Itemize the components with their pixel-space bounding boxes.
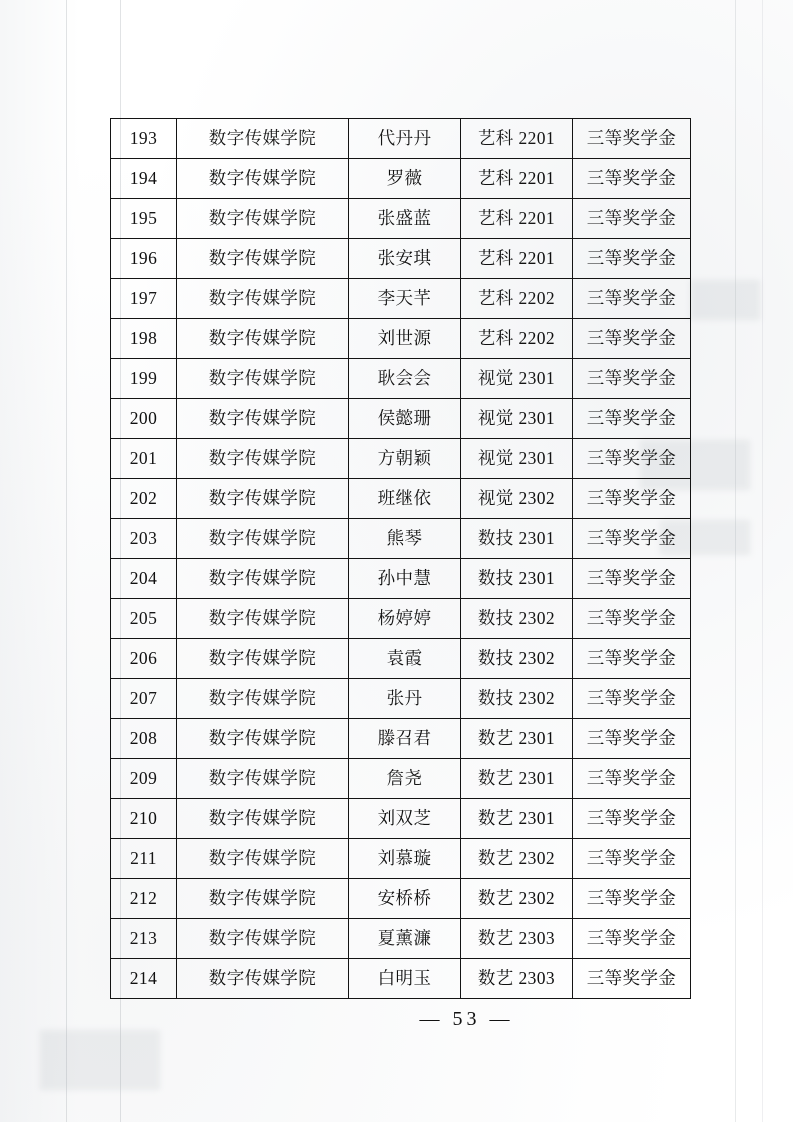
table-row xyxy=(111,319,691,359)
cell-award: 三等奖学金 xyxy=(573,399,691,439)
cell-no: 203 xyxy=(111,519,177,559)
cell-award: 三等奖学金 xyxy=(573,919,691,959)
cell-class: 数技 2301 xyxy=(461,559,573,599)
cell-name: 安桥桥 xyxy=(349,879,461,919)
cell-name: 白明玉 xyxy=(349,959,461,999)
cell-class: 视觉 2301 xyxy=(461,359,573,399)
scan-fold-line xyxy=(66,0,67,1122)
cell-no: 200 xyxy=(111,399,177,439)
table-row xyxy=(111,879,691,919)
cell-award: 三等奖学金 xyxy=(573,959,691,999)
cell-name: 熊琴 xyxy=(349,519,461,559)
cell-name: 袁霞 xyxy=(349,639,461,679)
cell-class: 艺科 2201 xyxy=(461,119,573,159)
cell-award: 三等奖学金 xyxy=(573,479,691,519)
table-row xyxy=(111,759,691,799)
cell-name: 侯懿珊 xyxy=(349,399,461,439)
table-row xyxy=(111,959,691,999)
page-number: — 53 — xyxy=(419,1008,514,1030)
cell-no: 193 xyxy=(111,119,177,159)
cell-no: 213 xyxy=(111,919,177,959)
cell-award: 三等奖学金 xyxy=(573,239,691,279)
cell-department: 数字传媒学院 xyxy=(177,719,349,759)
cell-class: 数技 2302 xyxy=(461,599,573,639)
cell-no: 201 xyxy=(111,439,177,479)
cell-award: 三等奖学金 xyxy=(573,759,691,799)
cell-department: 数字传媒学院 xyxy=(177,519,349,559)
cell-name: 方朝颖 xyxy=(349,439,461,479)
table-row xyxy=(111,199,691,239)
cell-name: 张丹 xyxy=(349,679,461,719)
cell-department: 数字传媒学院 xyxy=(177,439,349,479)
cell-name: 代丹丹 xyxy=(349,119,461,159)
cell-class: 数艺 2301 xyxy=(461,719,573,759)
cell-class: 数艺 2302 xyxy=(461,879,573,919)
cell-no: 195 xyxy=(111,199,177,239)
cell-award: 三等奖学金 xyxy=(573,359,691,399)
table-row xyxy=(111,479,691,519)
cell-class: 艺科 2202 xyxy=(461,319,573,359)
cell-class: 数技 2301 xyxy=(461,519,573,559)
scan-fold-line xyxy=(735,0,736,1122)
cell-class: 视觉 2302 xyxy=(461,479,573,519)
cell-award: 三等奖学金 xyxy=(573,879,691,919)
table-row xyxy=(111,399,691,439)
cell-department: 数字传媒学院 xyxy=(177,799,349,839)
cell-no: 206 xyxy=(111,639,177,679)
scholarship-table xyxy=(110,118,691,999)
cell-class: 艺科 2201 xyxy=(461,239,573,279)
cell-name: 耿会会 xyxy=(349,359,461,399)
cell-department: 数字传媒学院 xyxy=(177,399,349,439)
cell-department: 数字传媒学院 xyxy=(177,279,349,319)
cell-class: 数技 2302 xyxy=(461,679,573,719)
scholarship-table-container xyxy=(110,118,690,999)
cell-department: 数字传媒学院 xyxy=(177,639,349,679)
table-row xyxy=(111,359,691,399)
cell-no: 209 xyxy=(111,759,177,799)
table-row xyxy=(111,679,691,719)
table-row xyxy=(111,239,691,279)
cell-no: 196 xyxy=(111,239,177,279)
cell-class: 艺科 2201 xyxy=(461,159,573,199)
cell-department: 数字传媒学院 xyxy=(177,919,349,959)
cell-department: 数字传媒学院 xyxy=(177,239,349,279)
cell-class: 艺科 2201 xyxy=(461,199,573,239)
cell-award: 三等奖学金 xyxy=(573,159,691,199)
cell-department: 数字传媒学院 xyxy=(177,559,349,599)
cell-no: 207 xyxy=(111,679,177,719)
cell-name: 杨婷婷 xyxy=(349,599,461,639)
cell-department: 数字传媒学院 xyxy=(177,679,349,719)
table-row xyxy=(111,599,691,639)
cell-class: 数艺 2302 xyxy=(461,839,573,879)
cell-no: 211 xyxy=(111,839,177,879)
cell-no: 202 xyxy=(111,479,177,519)
cell-award: 三等奖学金 xyxy=(573,199,691,239)
cell-department: 数字传媒学院 xyxy=(177,879,349,919)
cell-name: 夏薰濂 xyxy=(349,919,461,959)
cell-no: 194 xyxy=(111,159,177,199)
table-row xyxy=(111,159,691,199)
cell-class: 数艺 2301 xyxy=(461,759,573,799)
cell-class: 视觉 2301 xyxy=(461,399,573,439)
cell-department: 数字传媒学院 xyxy=(177,119,349,159)
cell-no: 208 xyxy=(111,719,177,759)
cell-department: 数字传媒学院 xyxy=(177,839,349,879)
cell-no: 210 xyxy=(111,799,177,839)
cell-department: 数字传媒学院 xyxy=(177,359,349,399)
cell-no: 212 xyxy=(111,879,177,919)
table-row xyxy=(111,799,691,839)
cell-department: 数字传媒学院 xyxy=(177,479,349,519)
cell-class: 数艺 2301 xyxy=(461,799,573,839)
cell-name: 李天芊 xyxy=(349,279,461,319)
scan-smudge xyxy=(40,1030,160,1090)
cell-class: 数艺 2303 xyxy=(461,919,573,959)
cell-award: 三等奖学金 xyxy=(573,439,691,479)
table-body xyxy=(111,119,691,999)
table-row xyxy=(111,519,691,559)
cell-name: 孙中慧 xyxy=(349,559,461,599)
table-row xyxy=(111,839,691,879)
cell-no: 205 xyxy=(111,599,177,639)
cell-department: 数字传媒学院 xyxy=(177,159,349,199)
cell-award: 三等奖学金 xyxy=(573,519,691,559)
cell-department: 数字传媒学院 xyxy=(177,599,349,639)
cell-award: 三等奖学金 xyxy=(573,559,691,599)
cell-class: 艺科 2202 xyxy=(461,279,573,319)
cell-award: 三等奖学金 xyxy=(573,679,691,719)
cell-no: 198 xyxy=(111,319,177,359)
cell-award: 三等奖学金 xyxy=(573,639,691,679)
table-row xyxy=(111,119,691,159)
table-row xyxy=(111,639,691,679)
cell-name: 刘世源 xyxy=(349,319,461,359)
table-row xyxy=(111,279,691,319)
cell-award: 三等奖学金 xyxy=(573,279,691,319)
cell-class: 视觉 2301 xyxy=(461,439,573,479)
cell-class: 数技 2302 xyxy=(461,639,573,679)
cell-name: 詹尧 xyxy=(349,759,461,799)
cell-department: 数字传媒学院 xyxy=(177,759,349,799)
cell-name: 刘慕璇 xyxy=(349,839,461,879)
cell-name: 张安琪 xyxy=(349,239,461,279)
table-row xyxy=(111,559,691,599)
cell-award: 三等奖学金 xyxy=(573,119,691,159)
scan-smudge xyxy=(690,280,760,320)
cell-award: 三等奖学金 xyxy=(573,319,691,359)
table-row xyxy=(111,439,691,479)
cell-name: 刘双芝 xyxy=(349,799,461,839)
table-row xyxy=(111,919,691,959)
cell-award: 三等奖学金 xyxy=(573,719,691,759)
cell-department: 数字传媒学院 xyxy=(177,199,349,239)
cell-award: 三等奖学金 xyxy=(573,839,691,879)
cell-name: 张盛蓝 xyxy=(349,199,461,239)
cell-no: 214 xyxy=(111,959,177,999)
cell-name: 罗薇 xyxy=(349,159,461,199)
cell-award: 三等奖学金 xyxy=(573,799,691,839)
cell-no: 197 xyxy=(111,279,177,319)
cell-award: 三等奖学金 xyxy=(573,599,691,639)
cell-class: 数艺 2303 xyxy=(461,959,573,999)
cell-no: 204 xyxy=(111,559,177,599)
scan-fold-line xyxy=(762,0,763,1122)
cell-no: 199 xyxy=(111,359,177,399)
table-row xyxy=(111,719,691,759)
cell-department: 数字传媒学院 xyxy=(177,959,349,999)
cell-name: 班继依 xyxy=(349,479,461,519)
cell-department: 数字传媒学院 xyxy=(177,319,349,359)
cell-name: 滕召君 xyxy=(349,719,461,759)
